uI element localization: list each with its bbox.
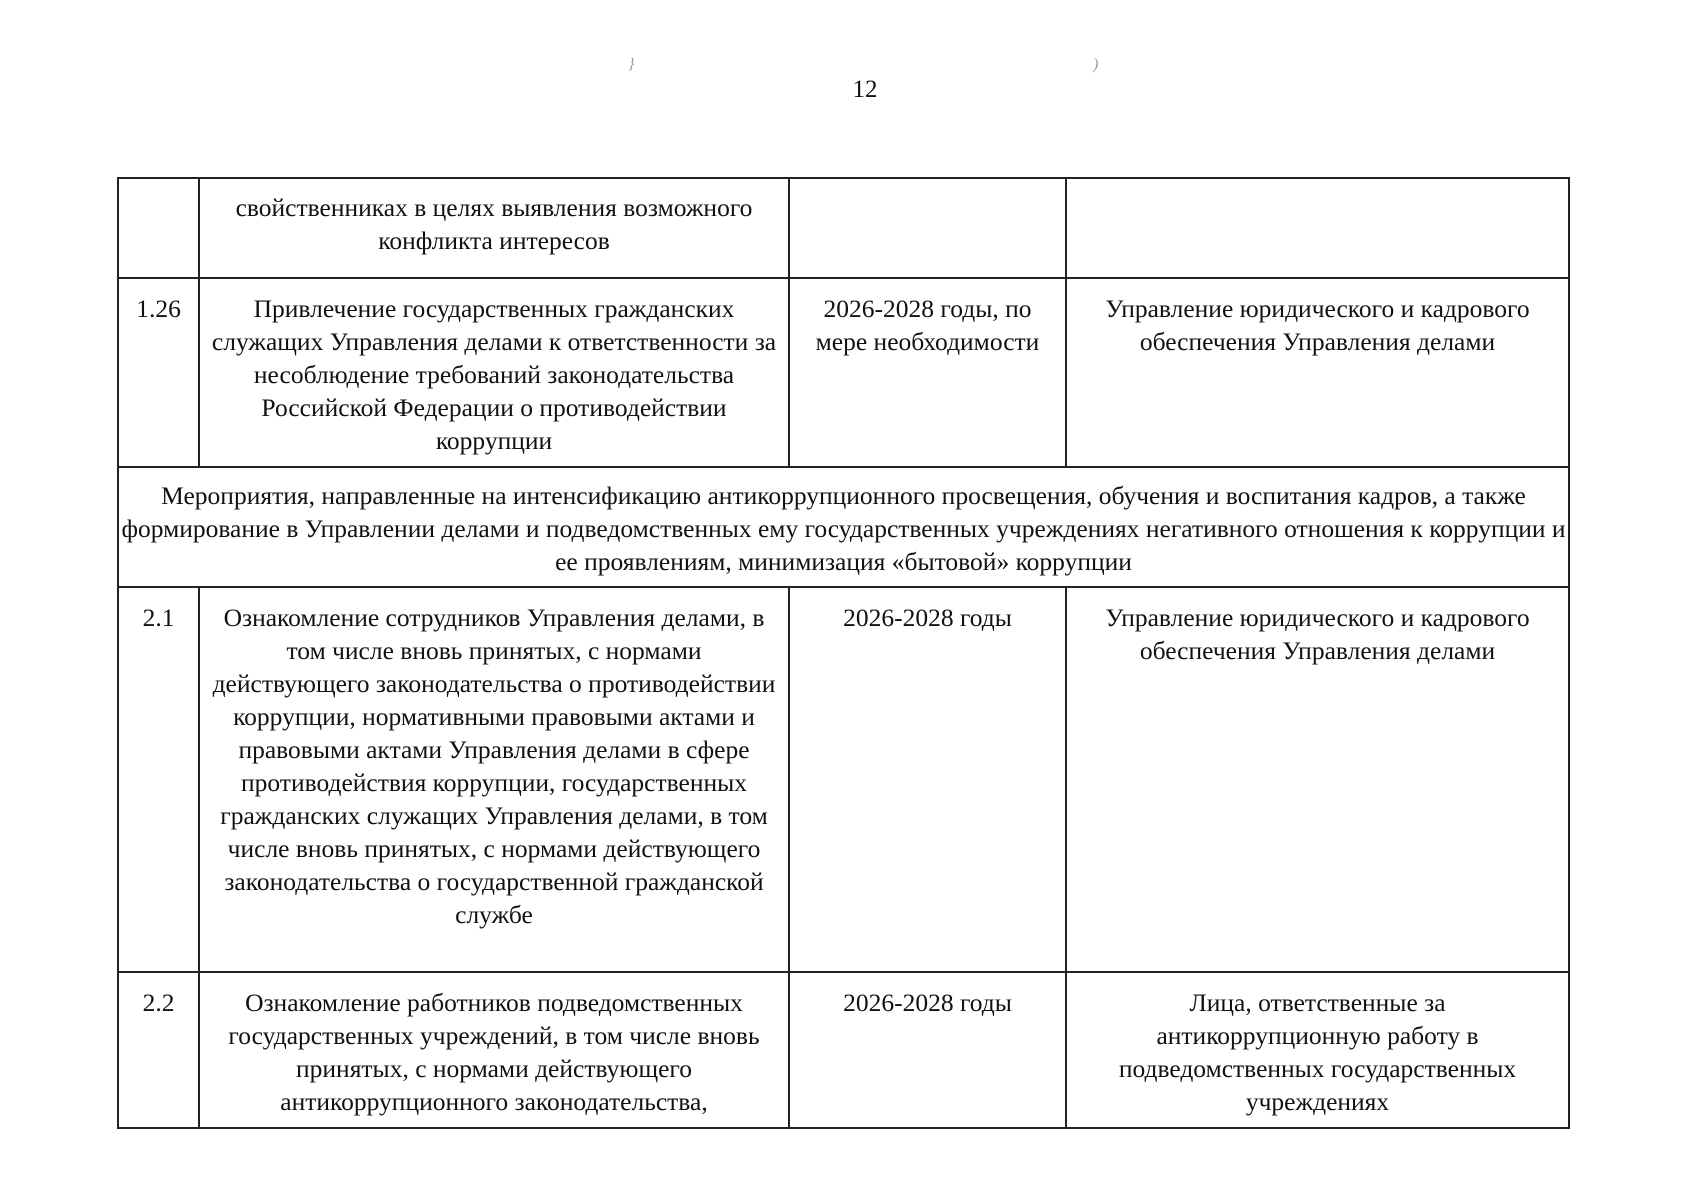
cell-description [199, 178, 789, 278]
table-row-2-1 [118, 587, 1569, 972]
table-row-2-2 [118, 972, 1569, 1128]
cell-number [118, 178, 199, 278]
cell-term: 2026-2028 годы, по мере необходимости [789, 278, 1066, 467]
cell-responsible: Управление юридического и кадрового обеспечения Управления делами [1066, 278, 1569, 467]
table-row-1-26 [118, 278, 1569, 467]
cell-responsible [1066, 178, 1569, 278]
description-text: свойственниках в целях выявления возможного конфликта интересов [235, 193, 753, 255]
cell-responsible [1066, 972, 1569, 1128]
measures-table [117, 177, 1570, 1129]
responsible-text: Лица, ответственные за антикоррупционную работу в подведомственных государственных учреждениях [1118, 988, 1517, 1116]
scan-mark-right: ) [1093, 56, 1099, 73]
cell-term [789, 178, 1066, 278]
cell-term: 2026-2028 годы [789, 587, 1066, 972]
section-heading-row [118, 467, 1569, 587]
cell-number: 2.2 [118, 972, 199, 1128]
cell-description: Ознакомление работников подведомственных государственных учреждений, в том числе вновь принятых, с нормами действующего антикоррупционного законодательства, [199, 972, 789, 1128]
cell-number: 2.1 [118, 587, 199, 972]
cell-responsible: Управление юридического и кадрового обеспечения Управления делами [1066, 587, 1569, 972]
cell-description [199, 587, 789, 972]
cell-description: Привлечение государственных гражданских служащих Управления делами к ответственности за несоблюдение требований законодательства Российской Федерации о противодействии коррупции [199, 278, 789, 467]
section-heading: Мероприятия, направленные на интенсификацию антикоррупционного просвещения, обучения и воспитания кадров, а также формирование в Управлении делами и подведомственных ему государственных учреждениях негативного отношения к коррупции и ее проявлениям, минимизация «бытовой» коррупции [118, 467, 1569, 587]
table-row-continuation [118, 178, 1569, 278]
cell-number: 1.26 [118, 278, 199, 467]
scan-mark-left: } [628, 56, 635, 73]
cell-term: 2026-2028 годы [789, 972, 1066, 1128]
description-text: Ознакомление сотрудников Управления делами, в том числе вновь принятых, с нормами действующего законодательства о противодействии коррупции, нормативными правовыми актами и правовыми актами Управления делами в сфере противодействия коррупции, государственных гражданских служащих Управления делами, в том числе вновь принятых, с нормами действующего законодательства о государственной гражданской службе [212, 603, 776, 929]
page-number: 12 [852, 76, 878, 103]
